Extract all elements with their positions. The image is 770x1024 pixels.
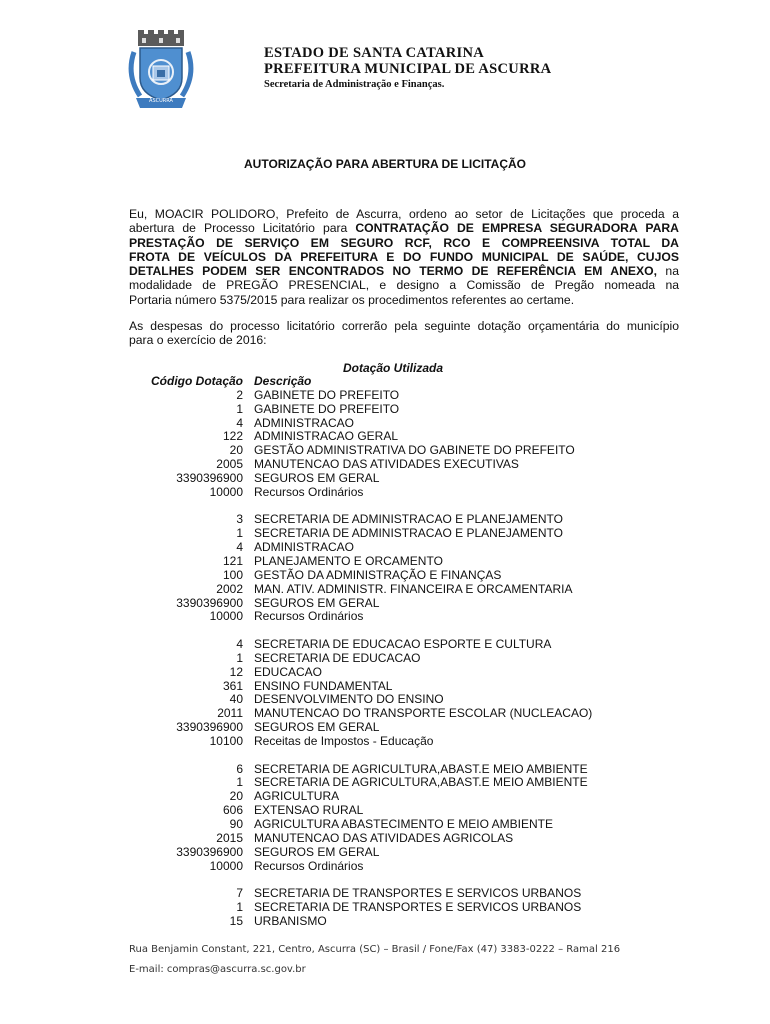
group-spacer xyxy=(0,500,770,514)
letterhead-prefecture: PREFEITURA MUNICIPAL DE ASCURRA xyxy=(264,61,552,77)
paragraph-line xyxy=(129,264,679,278)
document-title: AUTORIZAÇÃO PARA ABERTURA DE LICITAÇÃO xyxy=(244,157,526,171)
letterhead xyxy=(264,45,551,92)
allocation-code: 361 xyxy=(222,678,243,693)
allocation-code: 2015 xyxy=(216,830,243,845)
group-spacer xyxy=(0,749,770,763)
allocation-code: 3390396900 xyxy=(176,720,243,735)
paragraph-line xyxy=(129,278,679,292)
budget-paragraph xyxy=(129,319,679,348)
allocation-code: 1 xyxy=(236,401,243,416)
allocation-code: 20 xyxy=(229,443,243,458)
allocation-code: 3390396900 xyxy=(176,470,243,485)
allocation-description: ADMINISTRACAO GERAL xyxy=(254,429,399,444)
table-row xyxy=(0,652,770,666)
allocation-description: MANUTENCAO DAS ATIVIDADES EXECUTIVAS xyxy=(254,457,519,472)
allocation-description: GESTÃO DA ADMINISTRAÇÃO E FINANÇAS xyxy=(254,567,502,582)
group-spacer xyxy=(0,624,770,638)
allocation-description: SECRETARIA DE EDUCACAO xyxy=(254,650,421,665)
table-row xyxy=(0,818,770,832)
table-row xyxy=(0,472,770,486)
column-header-code: Código Dotação xyxy=(151,374,243,388)
text-run: Eu, MOACIR POLIDORO, Prefeito de Ascurra, ordeno ao setor de Licitações que proceda a xyxy=(129,207,679,221)
allocation-description: SEGUROS EM GERAL xyxy=(254,595,380,610)
table-row xyxy=(0,458,770,472)
allocation-code: 4 xyxy=(236,637,243,652)
allocation-description: GABINETE DO PREFEITO xyxy=(254,401,400,416)
table-row xyxy=(0,915,770,929)
table-row xyxy=(0,763,770,777)
table-row xyxy=(0,444,770,458)
allocation-description: DESENVOLVIMENTO DO ENSINO xyxy=(254,692,444,707)
allocation-description: SEGUROS EM GERAL xyxy=(254,720,380,735)
allocation-description: Recursos Ordinários xyxy=(254,609,364,624)
paragraph-line xyxy=(129,207,679,221)
allocation-code: 2002 xyxy=(216,581,243,596)
authorization-paragraph xyxy=(129,207,679,307)
allocation-description: MANUTENCAO DAS ATIVIDADES AGRICOLAS xyxy=(254,830,514,845)
allocation-description: ENSINO FUNDAMENTAL xyxy=(254,678,393,693)
allocation-code: 3 xyxy=(236,512,243,527)
table-row xyxy=(0,569,770,583)
table-row xyxy=(0,804,770,818)
crest-ribbon-label: ASCURRA xyxy=(149,98,173,104)
bold-text-run: PRESTAÇÃO DE SERVIÇO EM SEGURO RCF, RCO E COMPREENSIVA TOTAL DA xyxy=(129,235,679,250)
group-spacer xyxy=(0,873,770,887)
table-row xyxy=(0,541,770,555)
table-row xyxy=(0,555,770,569)
allocation-description: AGRICULTURA xyxy=(254,789,340,804)
text-run: na xyxy=(657,264,679,279)
table-row xyxy=(0,597,770,611)
allocation-description: ADMINISTRACAO xyxy=(254,540,355,555)
column-header-description: Descrição xyxy=(254,374,312,388)
table-row xyxy=(0,887,770,901)
allocation-code: 4 xyxy=(236,540,243,555)
allocation-code: 40 xyxy=(229,692,243,707)
allocation-description: MANUTENCAO DO TRANSPORTE ESCOLAR (NUCLEACAO) xyxy=(254,706,593,721)
table-row xyxy=(0,721,770,735)
allocation-description: SEGUROS EM GERAL xyxy=(254,844,380,859)
allocation-code: 4 xyxy=(236,415,243,430)
text-run: abertura de Processo Licitatório para xyxy=(129,221,356,236)
letterhead-department: Secretaria de Administração e Finanças. xyxy=(264,79,445,90)
table-row xyxy=(0,680,770,694)
table-row xyxy=(0,403,770,417)
table-row xyxy=(0,832,770,846)
allocation-description: ADMINISTRACAO xyxy=(254,415,355,430)
allocation-description: Recursos Ordinários xyxy=(254,484,364,499)
table-row xyxy=(0,527,770,541)
paragraph-line xyxy=(129,221,679,235)
table-row xyxy=(0,513,770,527)
table-row xyxy=(0,666,770,680)
footer-address: Rua Benjamin Constant, 221, Centro, Ascurra (SC) – Brasil / Fone/Fax (47) 3383-0222 – Ramal 216 xyxy=(129,944,621,955)
text-run: modalidade de PREGÃO PRESENCIAL, e designo a Comissão de Pregão nomeada na xyxy=(129,278,679,293)
bold-text-run: CONTRATAÇÃO DE EMPRESA SEGURADORA PARA xyxy=(355,221,679,236)
allocation-description: SECRETARIA DE EDUCACAO ESPORTE E CULTURA xyxy=(254,637,552,652)
allocation-description: SEGUROS EM GERAL xyxy=(254,470,380,485)
paragraph-line xyxy=(129,293,679,307)
text-run: para o exercício de 2016: xyxy=(129,333,267,348)
allocation-description: SECRETARIA DE AGRICULTURA,ABAST.E MEIO AMBIENTE xyxy=(254,775,588,790)
allocation-code: 3390396900 xyxy=(176,844,243,859)
table-row xyxy=(0,389,770,403)
allocation-code: 90 xyxy=(229,817,243,831)
paragraph-line xyxy=(129,236,679,250)
allocation-code: 1 xyxy=(236,526,243,541)
table-row xyxy=(0,776,770,790)
paragraph-line xyxy=(129,319,679,333)
allocation-description: EDUCACAO xyxy=(254,664,323,679)
text-run: As despesas do processo licitatório correrão pela seguinte dotação orçamentária do município xyxy=(129,319,679,333)
table-row xyxy=(0,860,770,874)
allocation-code: 15 xyxy=(229,913,243,928)
allocation-code: 122 xyxy=(222,429,243,444)
table-row xyxy=(0,638,770,652)
allocation-description: SECRETARIA DE TRANSPORTES E SERVICOS URBANOS xyxy=(254,900,582,915)
bold-text-run: DETALHES PODEM SER ENCONTRADOS NO TERMO DE REFERÊNCIA EM ANEXO, xyxy=(129,264,658,279)
allocation-code: 12 xyxy=(229,664,243,679)
allocation-code: 606 xyxy=(222,803,243,818)
allocation-code: 6 xyxy=(236,761,243,776)
allocation-description: URBANISMO xyxy=(254,913,327,928)
allocation-description: SECRETARIA DE ADMINISTRACAO E PLANEJAMENTO xyxy=(254,512,563,527)
table-row xyxy=(0,430,770,444)
allocation-description: SECRETARIA DE TRANSPORTES E SERVICOS URBANOS xyxy=(254,886,582,901)
table-row xyxy=(0,790,770,804)
text-run: Portaria número 5375/2015 para realizar os procedimentos referentes ao certame. xyxy=(129,292,575,307)
allocation-description: AGRICULTURA ABASTECIMENTO E MEIO AMBIENTE xyxy=(254,817,553,831)
allocation-code: 7 xyxy=(236,886,243,901)
table-row xyxy=(0,610,770,624)
allocation-description: Receitas de Impostos - Educação xyxy=(254,733,434,748)
allocation-description: MAN. ATIV. ADMINISTR. FINANCEIRA E ORCAMENTARIA xyxy=(254,581,573,596)
allocation-code: 2005 xyxy=(216,457,243,472)
allocation-description: Recursos Ordinários xyxy=(254,858,364,873)
table-row xyxy=(0,417,770,431)
table-row xyxy=(0,707,770,721)
allocation-code: 10000 xyxy=(209,609,243,624)
allocation-description: EXTENSAO RURAL xyxy=(254,803,364,818)
allocation-code: 2 xyxy=(236,387,243,402)
allocation-code: 121 xyxy=(222,553,243,568)
allocation-code: 1 xyxy=(236,775,243,790)
letterhead-state: ESTADO DE SANTA CATARINA xyxy=(264,45,485,61)
allocation-code: 10100 xyxy=(209,733,243,748)
allocation-description: GESTÃO ADMINISTRATIVA DO GABINETE DO PREFEITO xyxy=(254,443,575,458)
allocation-code: 10000 xyxy=(209,484,243,499)
allocation-description: GABINETE DO PREFEITO xyxy=(254,387,400,402)
allocation-description: SECRETARIA DE ADMINISTRACAO E PLANEJAMENTO xyxy=(254,526,563,541)
bold-text-run: FROTA DE VEÍCULOS DA PREFEITURA E DO FUNDO MUNICIPAL DE SAÚDE, CUJOS xyxy=(129,249,679,264)
table-row xyxy=(0,735,770,749)
allocation-code: 2011 xyxy=(217,706,243,721)
allocation-description: PLANEJAMENTO E ORCAMENTO xyxy=(254,553,443,568)
allocation-description: SECRETARIA DE AGRICULTURA,ABAST.E MEIO AMBIENTE xyxy=(254,761,588,776)
table-row xyxy=(0,901,770,915)
table-title: Dotação Utilizada xyxy=(343,361,444,375)
allocation-code: 10000 xyxy=(209,858,243,873)
allocation-code: 1 xyxy=(236,900,243,915)
table-row xyxy=(0,846,770,860)
allocation-code: 100 xyxy=(222,567,243,582)
table-row xyxy=(0,693,770,707)
footer-email: E-mail: compras@ascurra.sc.gov.br xyxy=(129,964,306,975)
allocation-code: 1 xyxy=(236,650,243,665)
table-row xyxy=(0,486,770,500)
allocation-code: 20 xyxy=(229,789,243,804)
table-row xyxy=(0,583,770,597)
allocation-code: 3390396900 xyxy=(176,595,243,610)
table-header-row xyxy=(0,375,770,389)
paragraph-line xyxy=(129,333,679,347)
budget-allocation-table xyxy=(0,375,770,929)
paragraph-line xyxy=(129,250,679,264)
